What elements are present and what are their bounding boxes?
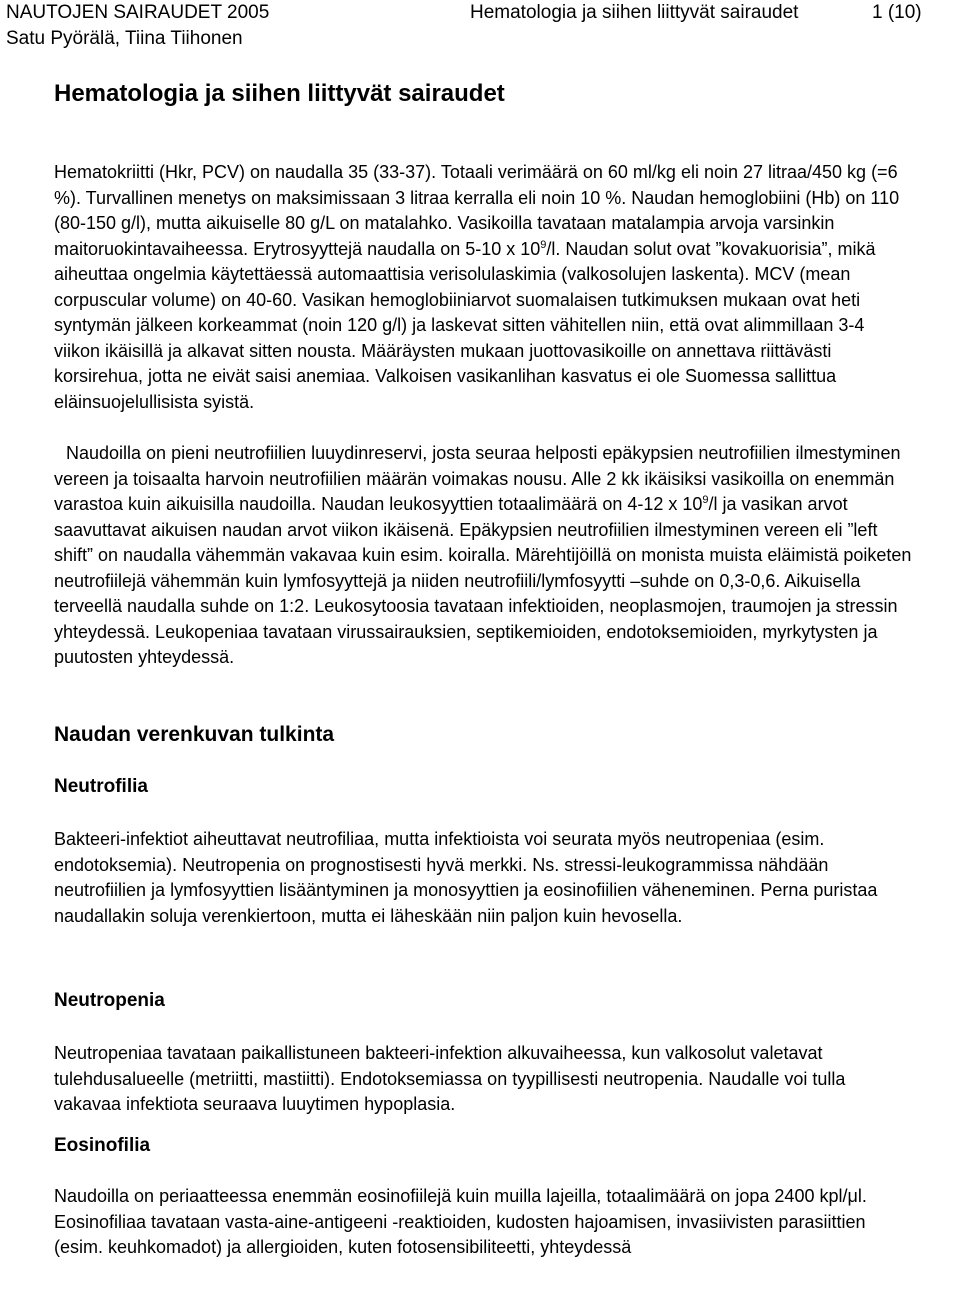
intro-p2-text-b: /l ja vasikan arvot saavuttavat aikuisen naudan arvot viikon ikäisenä. Epäkypsien neutrofiilien ilmestyminen vereen eli ”left shift” on naudalla vähemmän vakavaa kuin esim. koiralla. Märehtijöillä on monista muista eläimistä poiketen neutrofiilejä vähemmän kuin lymfosyyttejä ja niiden neutrofiili/lymfosyytti –suhde on 0,3-0,6. Aikuisella terveellä naudalla suhde on 1:2. Leukosytoosia tavataan infektioiden, neoplasmojen, traumojen ja stressin yhteydessä. Leukopeniaa tavataan virussairauksien, septikemioiden, endotoksemioiden, myrkytysten ja puutosten yhteydessä. [54,494,912,667]
intro-p2-text-a: Naudoilla on pieni neutrofiilien luuydinreservi, josta seuraa helposti epäkypsien neutrofiilien ilmestyminen vereen ja toisaalta harvoin neutrofiilien määrän voimakas nousu. Alle 2 kk ikäisiksi vasikoilla on enemmän varastoa kuin aikuisilla naudoilla. Naudan leukosyyttien totaalimäärä on 4-12 x 10 [54,443,901,514]
header-page-number: 1 (10) [872,2,922,23]
header-authors: Satu Pyörälä, Tiina Tiihonen [6,28,243,49]
neutrofilia-paragraph: Bakteeri-infektiot aiheuttavat neutrofiliaa, mutta infektioista voi seurata myös neutropeniaa (esim. endotoksemia). Neutropenia on prognostisesti hyvä merkki. Ns. stressi-leukogrammissa nähdään neutrofiilien ja lymfosyyttien lisääntyminen ja monosyyttien ja eosinofiilien väheneminen. Perna puristaa naudallakin soluja verenkiertoon, mutta ei läheskään niin paljon kuin hevosella. [54,829,878,926]
intro-paragraph-1 [54,160,914,415]
neutrofilia-heading: Neutrofilia [54,776,148,797]
header-course: NAUTOJEN SAIRAUDET 2005 [6,2,270,23]
eosinofilia-paragraph: Naudoilla on periaatteessa enemmän eosinofiilejä kuin muilla lajeilla, totaalimäärä on jopa 2400 kpl/μl. Eosinofiliaa tavataan vasta-aine-antigeeni -reaktioiden, kudosten hajoamisen, invasiivisten parasiittien (esim. keuhkomadot) ja allergioiden, kuten fotosensibiliteetti, yhteydessä [54,1186,867,1257]
intro-p2-exponent: 9 [702,494,709,506]
page-header-left [6,0,269,52]
header-topic: Hematologia ja siihen liittyvät sairaudet [470,2,799,23]
neutropenia-heading: Neutropenia [54,990,165,1011]
intro-p1-text-b: /l. Naudan solut ovat ”kovakuorisia”, mikä aiheuttaa ongelmia käytettäessä automaattisia verisolulaskimia (valkosolujen laskenta). MCV (mean corpuscular volume) on 40-60. Vasikan hemoglobiiniarvot suomalaisen tutkimuksen mukaan ovat heti syntymän jälkeen korkeammat (noin 120 g/l) ja laskevat sitten vähitellen niin, että ovat alimmillaan 3-4 viikon ikäisillä ja alkavat sitten nousta. Määräysten mukaan juottovasikoille on annettava riittävästi korsirehua, jotta ne eivät saisi anemiaa. Valkoisen vasikanlihan kasvatus ei ole Suomessa sallittua eläinsuojelullisista syistä. [54,238,876,412]
intro-paragraph-2 [54,441,914,671]
eosinofilia-heading: Eosinofilia [54,1135,151,1156]
neutropenia-paragraph: Neutropeniaa tavataan paikallistuneen bakteeri-infektion alkuvaiheessa, kun valkosolut valetavat tulehdusalueelle (metriitti, mastiitti). Endotoksemiassa on tyypillisesti neutropenia. Naudalle voi tulla vakavaa infektiota seuraava luuytimen hypoplasia. [54,1043,846,1114]
intro-p1-text-a: Hematokriitti (Hkr, PCV) on naudalla 35 (33-37). Totaali verimäärä on 60 ml/kg eli noin 27 litraa/450 kg (=6 %). Turvallinen menetys on maksimissaan 3 litraa kerralla eli noin 10 %. Naudan hemoglobiini (Hb) on 110 (80-150 g/l), mutta aikuiselle 80 g/L on matalahko. Vasikoilla tavataan matalampia arvoja varsinkin maitoruokintavaiheessa. Erytrosyyttejä naudalla on 5-10 x 10 [54,162,900,259]
intro-p1-exponent: 9 [540,238,547,251]
document-title: Hematologia ja siihen liittyvät sairaudet [54,80,505,107]
section-title: Naudan verenkuvan tulkinta [54,723,335,746]
